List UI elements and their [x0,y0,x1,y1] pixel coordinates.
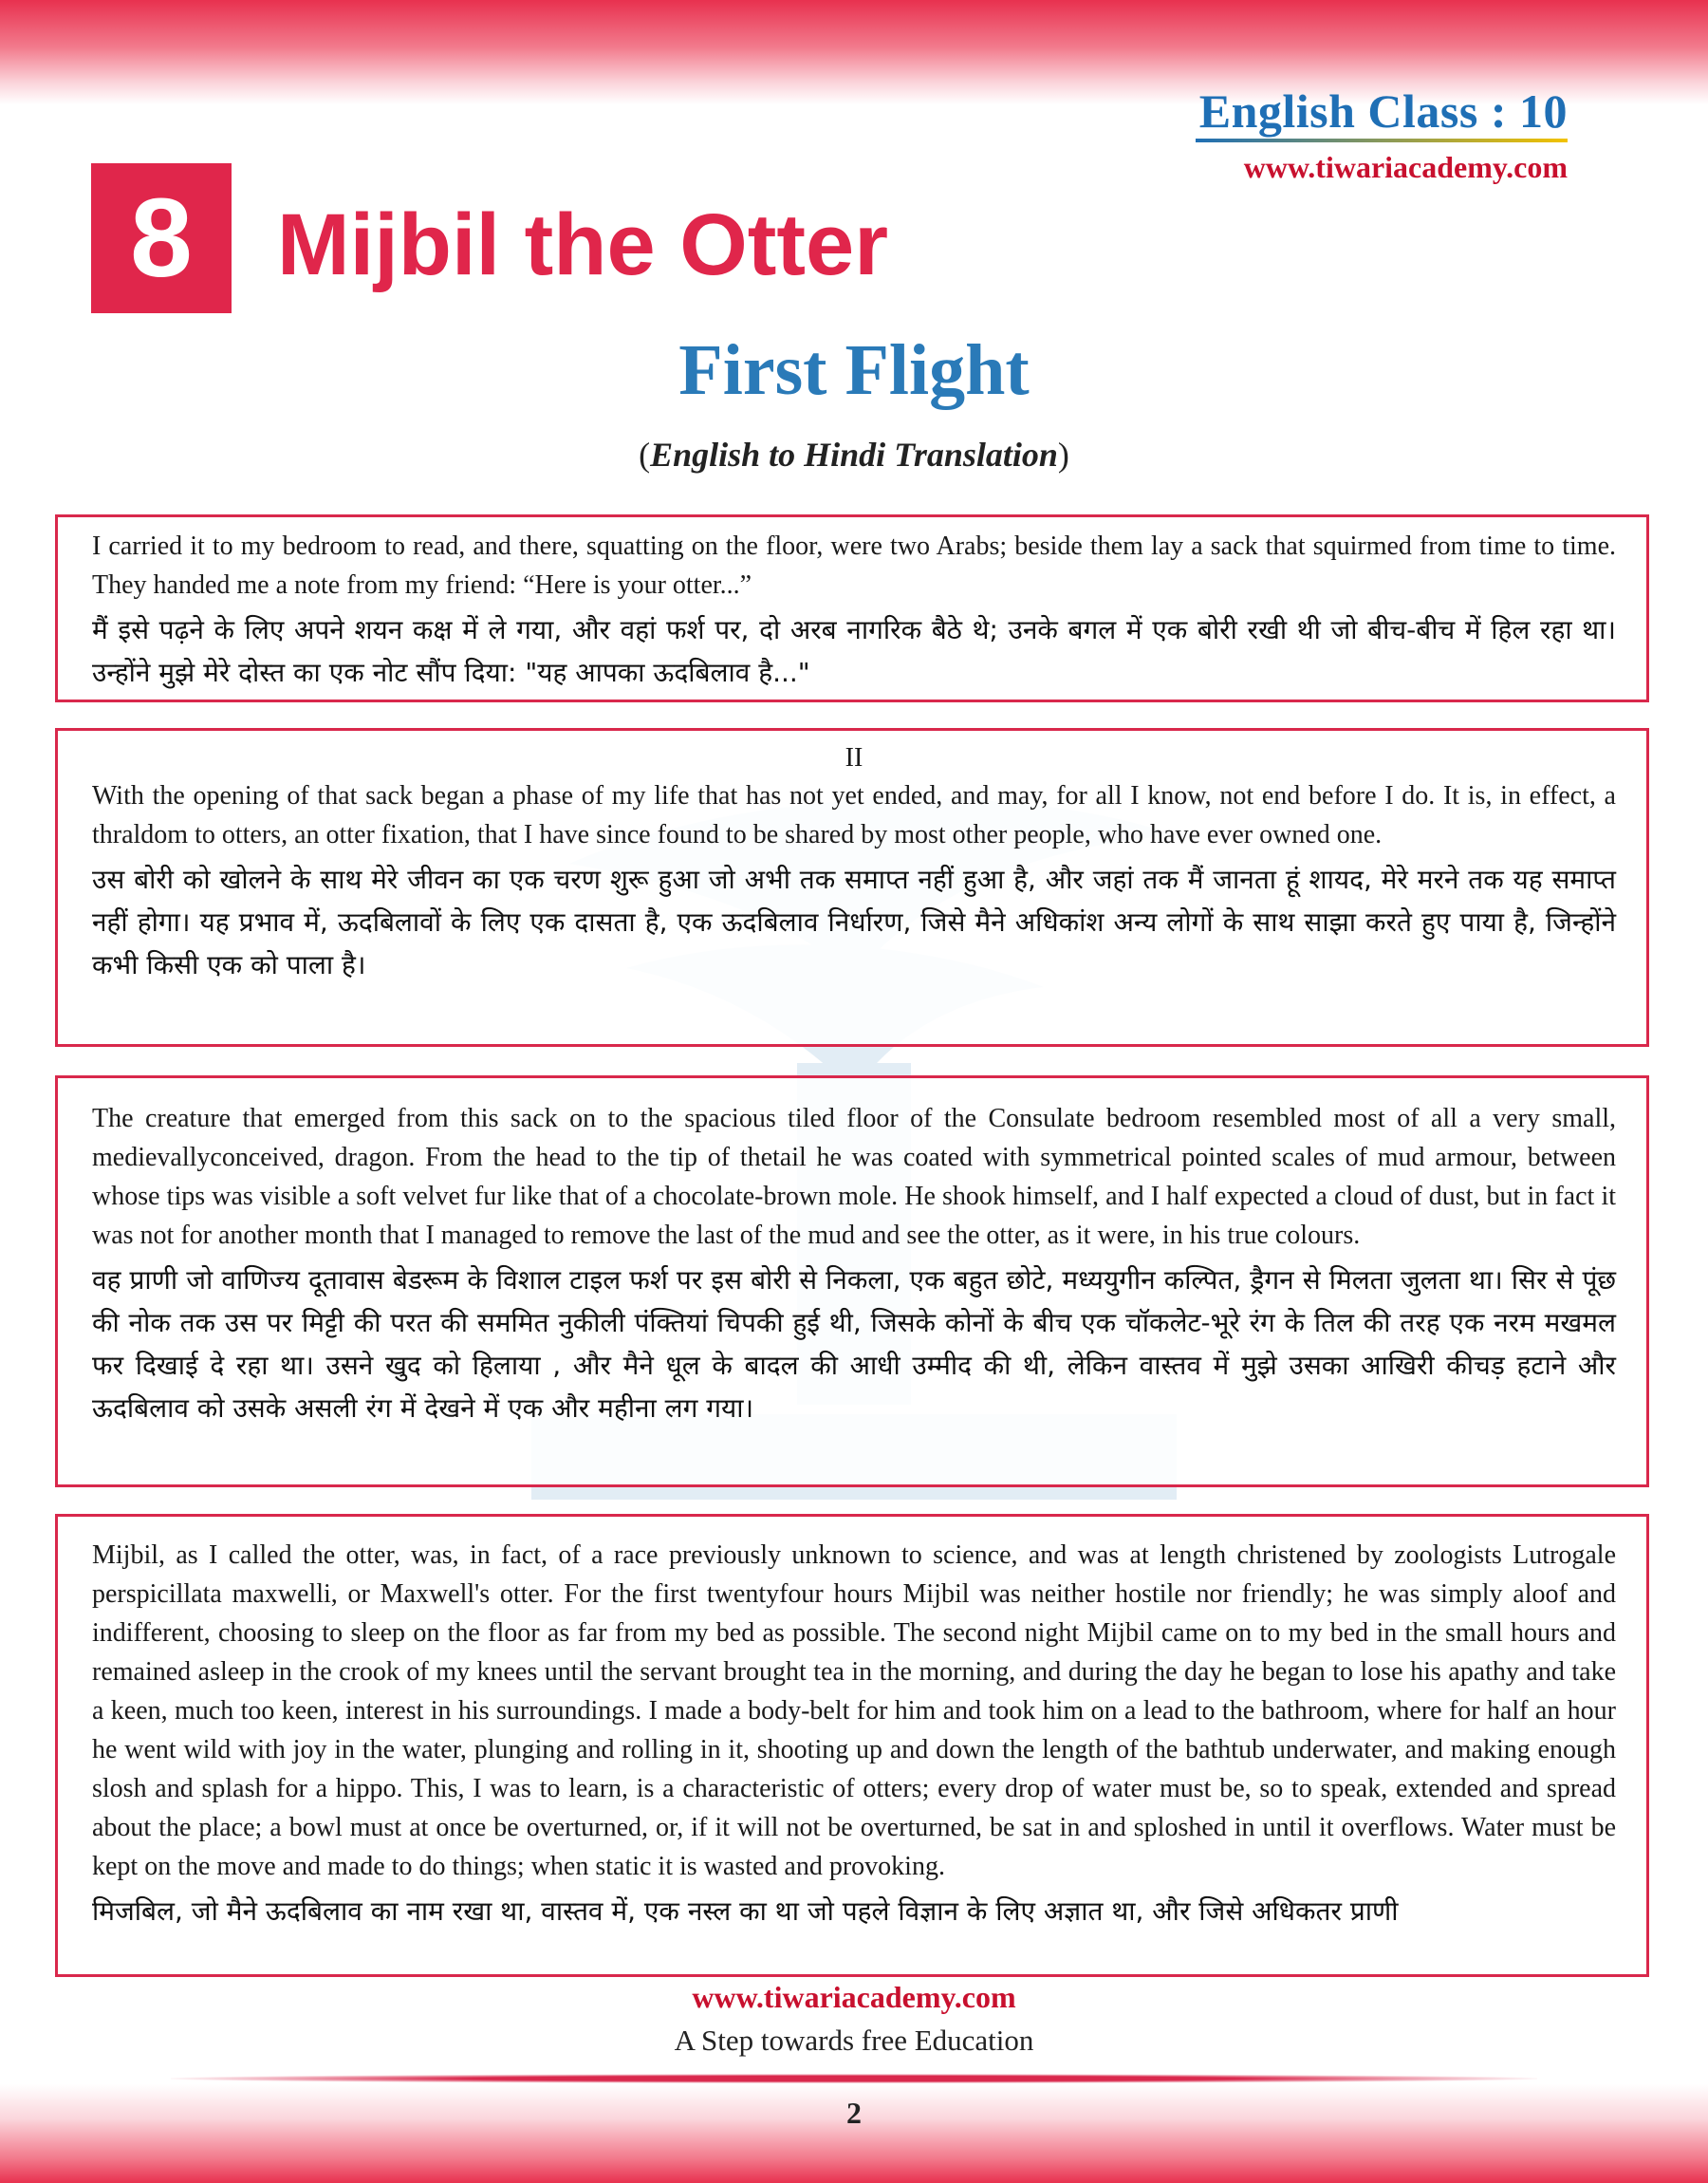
hindi-paragraph: मैं इसे पढ़ने के लिए अपने शयन कक्ष में ले गया, और वहां फर्श पर, दो अरब नागरिक बैठे थे; उनके बगल में एक बोरी रखी थी जो बीच-बीच में हिल रहा था। उन्होंने मुझे मेरे दोस्त का एक नोट सौंप दिया: "यह आपका ऊदबिलाव है..." [92,614,1616,688]
chapter-number: 8 [130,176,193,301]
subtitle-close-paren: ) [1057,436,1069,474]
english-paragraph: Mijbil, as I called the otter, was, in fact, of a race previously unknown to science, and was at length christened by zoologists Lutrogale perspicillata maxwelli, or Maxwell's otter. For the first twentyfour hours Mijbil was neither hostile nor friendly; he was simply aloof and indifferent, choosing to sleep on the floor as far from my bed as possible. The second night Mijbil came on to my bed in the small hours and remained asleep in the crook of my knees until the servant brought tea in the morning, and during the day he began to lose his apathy and take a keen, much too keen, interest in his surroundings. I made a body-belt for him and took him on a lead to the bathroom, where for half an hour he went wild with joy in the water, plunging and rolling in it, shooting up and down the length of the bathtub underwater, and making enough slosh and splash for a hippo. This, I was to learn, is a characteristic of otters; every drop of water must be, so to speak, extended and spread about the place; a bowl must at once be overturned, or, if it will not be overturned, be sat in and sploshed in until it overflows. Water must be kept on the move and made to do things; when static it is wasted and provoking. [92,1540,1616,1881]
translation-panel-1 [55,514,1649,702]
class-label-underline [1196,139,1568,142]
book-title: First Flight [678,330,1030,410]
hindi-paragraph: वह प्राणी जो वाणिज्य दूतावास बेडरूम के विशाल टाइल फर्श पर इस बोरी से निकला, एक बहुत छोटे, मध्ययुगीन कल्पित, ड्रैगन से मिलता जुलता था। सिर से पूंछ की नोक तक उस पर मिट्टी की परत की सममित नुकीली पंक्तियां चिपकी हुई थी, जिसके कोनों के बीच एक चॉकलेट-भूरे रंग के तिल की तरह एक नरम मखमल फर दिखाई दे रहा था। उसने खुद को हिलाया , और मैने धूल के बादल की आधी उम्मीद की थी, लेकिन वास्तव में मुझे उसका आखिरी कीचड़ हटाने और ऊदबिलाव को उसके असली रंग में देखने में एक और महीना लग गया। [92,1264,1616,1424]
translation-panel-2 [55,728,1649,1047]
subtitle-open-paren: ( [639,436,651,474]
english-paragraph: With the opening of that sack began a phase of my life that has not yet ended, and may, for all I know, not end before I do. It is, in effect, a thraldom to otters, an otter fixation, that I have since found to be shared by most other people, who have ever owned one. [92,781,1616,849]
footer-tagline: A Step towards free Education [674,2024,1034,2057]
english-paragraph: I carried it to my bedroom to read, and there, squatting on the floor, were two Arabs; beside them lay a sack that squirmed from time to time. They handed me a note from my friend: “Here is your otter...” [92,532,1616,600]
chapter-title: Mijbil the Otter [277,196,888,293]
footer-divider [171,2074,1537,2083]
section-marker: II [845,743,863,773]
chapter-number-badge [91,163,232,313]
english-paragraph: The creature that emerged from this sack on to the spacious tiled floor of the Consulate bedroom resembled most of all a very small, medievallyconceived, dragon. From the head to the tip of thetail he was coated with symmetrical pointed scales of mud armour, between whose tips was visible a soft velvet fur like that of a chocolate-brown mole. He shook himself, and I half expected a cloud of dust, but in fact it was not for another month that I managed to remove the last of the mud and see the otter, as it were, in his true colours. [92,1104,1616,1250]
subtitle-text: English to Hindi Translation [650,436,1058,474]
class-label: English Class : 10 [1198,84,1568,138]
hindi-paragraph: उस बोरी को खोलने के साथ मेरे जीवन का एक चरण शुरू हुआ जो अभी तक समाप्त नहीं हुआ है, और जहां तक मैं जानता हूं शायद, मेरे मरने तक यह समाप्त नहीं होगा। यह प्रभाव में, ऊदबिलावों के लिए एक दासता है, एक ऊदबिलाव निर्धारण, जिसे मैने अधिकांश अन्य लोगों के साथ साझा करते हुए पाया है, जिन्होंने कभी किसी एक को पाला है। [92,864,1616,980]
footer-website[interactable]: www.tiwariacademy.com [692,1980,1016,2014]
hindi-paragraph: मिजबिल, जो मैने ऊदबिलाव का नाम रखा था, वास्तव में, एक नस्ल का था जो पहले विज्ञान के लिए अज्ञात था, और जिसे अधिकतर प्राणी [92,1895,1399,1927]
page-number: 2 [846,2096,862,2130]
translation-panel-3 [55,1075,1649,1487]
translation-panel-4 [55,1514,1649,1977]
subtitle [0,435,1708,475]
header-website[interactable]: www.tiwariacademy.com [1243,150,1568,184]
